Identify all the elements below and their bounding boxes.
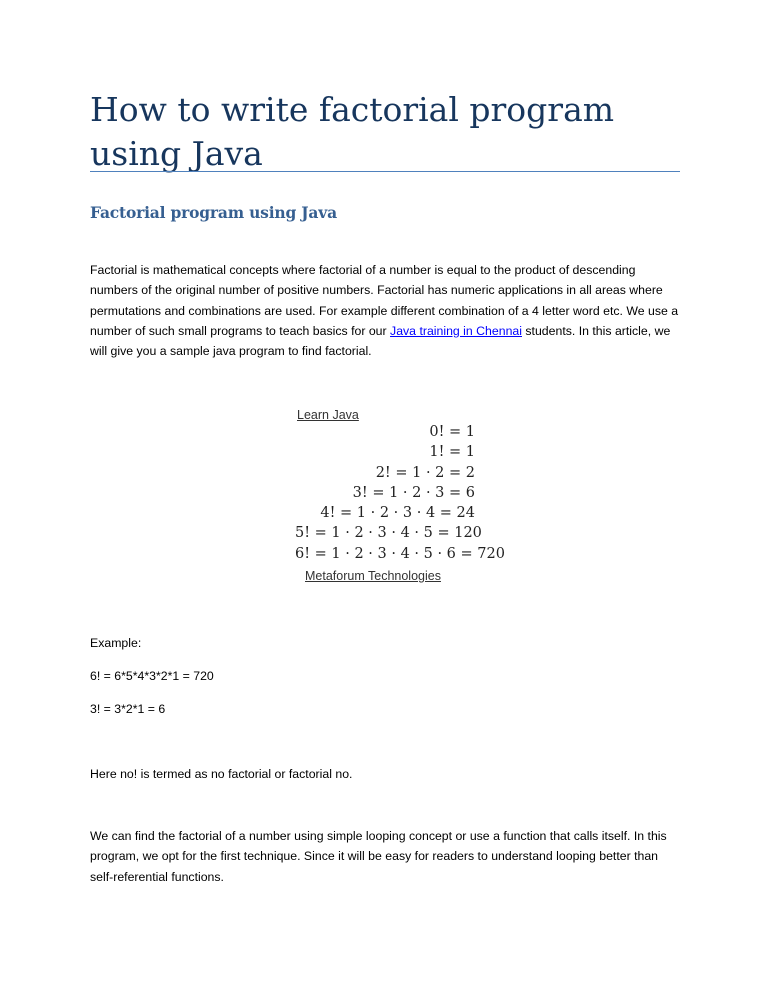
formula-line: 1! = 1 <box>429 444 475 461</box>
example-label: Example: <box>90 636 142 650</box>
formula-line: 5! = 1 · 2 · 3 · 4 · 5 = 120 <box>295 525 482 542</box>
example-line: 3! = 3*2*1 = 6 <box>90 702 166 716</box>
figure-bottom-label: Metaforum Technologies <box>305 569 441 583</box>
java-training-link[interactable]: Java training in Chennai <box>390 323 522 338</box>
title-divider <box>90 171 680 172</box>
intro-text-after-link: students. In this article, we will give you a sample java program to find factorial. <box>90 323 671 359</box>
formula-list <box>295 422 505 564</box>
intro-text-before-link: Factorial is mathematical concepts where factorial of a number is equal to the product of descending numbers of the original number of positive numbers. Factorial has numeric applications in all areas where permutations and combinations are used. For example different combination of a 4 letter word etc. We use a number of such small programs to teach basics for our <box>90 263 679 338</box>
page-title: How to write factorial program using Java <box>90 90 615 173</box>
formula-line: 0! = 1 <box>429 424 475 440</box>
figure-top-label: Learn Java <box>297 408 359 422</box>
note-paragraph: Here no! is termed as no factorial or factorial no. <box>90 767 353 781</box>
example-line: 6! = 6*5*4*3*2*1 = 720 <box>90 669 214 683</box>
closing-paragraph: We can find the factorial of a number using simple looping concept or use a function that calls itself. In this program, we opt for the first technique. Since it will be easy for readers to understand looping better than self-referential functions. <box>90 829 667 884</box>
section-heading: Factorial program using Java <box>90 203 337 222</box>
formula-line: 3! = 1 · 2 · 3 = 6 <box>352 484 475 501</box>
formula-line: 6! = 1 · 2 · 3 · 4 · 5 · 6 = 720 <box>295 545 505 562</box>
factorial-figure <box>295 408 505 588</box>
formula-line: 2! = 1 · 2 = 2 <box>375 464 475 481</box>
intro-paragraph <box>90 260 680 361</box>
formula-line: 4! = 1 · 2 · 3 · 4 = 24 <box>320 505 475 522</box>
